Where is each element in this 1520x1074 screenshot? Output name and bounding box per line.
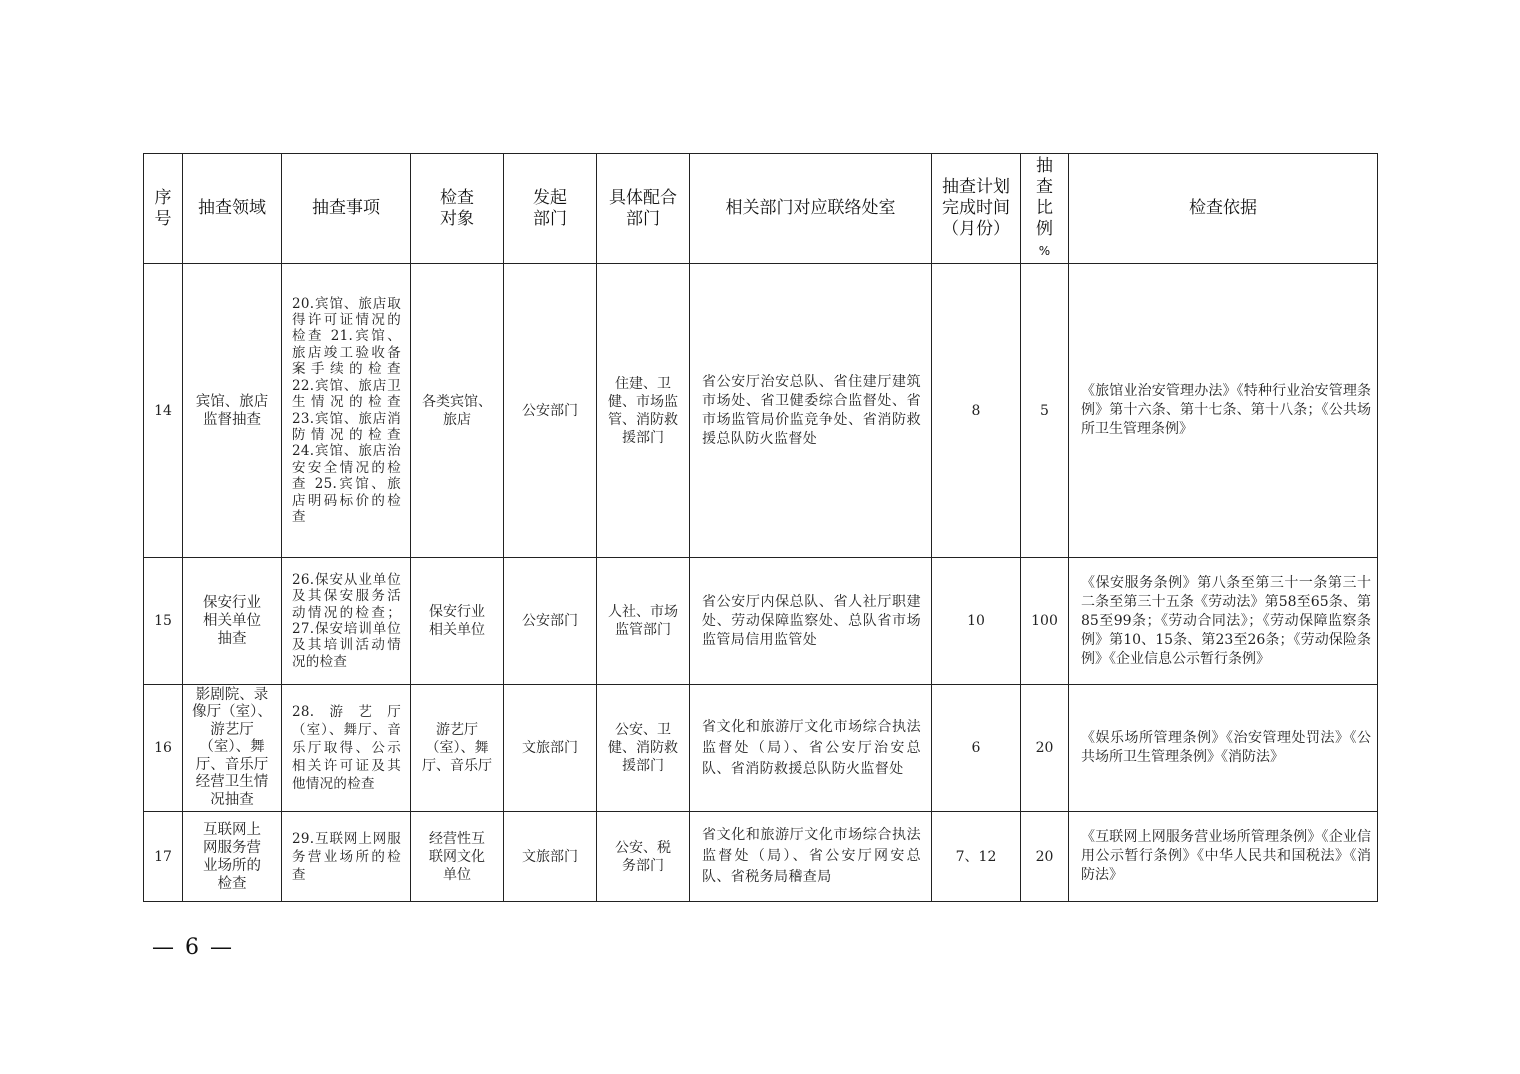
cell-seq: 17	[144, 812, 183, 902]
cell-ratio: 20	[1021, 812, 1069, 902]
cell-basis: 《娱乐场所管理条例》《治安管理处罚法》《公共场所卫生管理条例》《消防法》	[1069, 685, 1378, 812]
header-ratio	[1021, 154, 1069, 264]
cell-target: 游艺厅（室）、舞厅、音乐厅	[411, 685, 504, 812]
cell-area: 影剧院、录像厅（室）、游艺厅（室）、舞厅、音乐厅经营卫生情况抽查	[183, 685, 282, 812]
cell-liaison: 省文化和旅游厅文化市场综合执法监督处（局）、省公安厅网安总队、省税务局稽查局	[690, 812, 932, 902]
cell-target: 经营性互联网文化单位	[411, 812, 504, 902]
cell-items: 29.互联网上网服务营业场所的检查	[282, 812, 411, 902]
table-row	[144, 558, 1378, 685]
cell-initiator: 文旅部门	[504, 685, 597, 812]
cell-items: 28.游艺厅（室）、舞厅、音乐厅取得、公示相关许可证及其他情况的检查	[282, 685, 411, 812]
cell-ratio: 5	[1021, 264, 1069, 558]
table-row	[144, 812, 1378, 902]
cell-basis: 《旅馆业治安管理办法》《特种行业治安管理条例》第十六条、第十七条、第十八条；《公共场所卫生管理条例》	[1069, 264, 1378, 558]
header-initiator: 发起部门	[504, 154, 597, 264]
cell-ratio: 20	[1021, 685, 1069, 812]
cell-basis: 《保安服务条例》第八条至第三十一条第三十二条至第三十五条《劳动法》第58至65条、第85至99条；《劳动合同法》；《劳动保障监察条例》第10、15条、第23至26条；《劳动保险条例》《企业信息公示暂行条例》	[1069, 558, 1378, 685]
cell-seq: 16	[144, 685, 183, 812]
cell-month: 10	[932, 558, 1021, 685]
header-seq: 序号	[144, 154, 183, 264]
cell-liaison: 省公安厅内保总队、省人社厅职建处、劳动保障监察处、总队省市场监管局信用监管处	[690, 558, 932, 685]
header-ratio-unit: %	[1038, 243, 1051, 258]
table-row	[144, 685, 1378, 812]
header-liaison: 相关部门对应联络处室	[690, 154, 932, 264]
page-number: — 6 —	[152, 935, 234, 960]
cell-area: 宾馆、旅店监督抽查	[183, 264, 282, 558]
header-month: 抽查计划完成时间（月份）	[932, 154, 1021, 264]
inspection-table	[143, 153, 1378, 902]
table-row	[144, 264, 1378, 558]
header-target: 检查对象	[411, 154, 504, 264]
cell-target: 各类宾馆、旅店	[411, 264, 504, 558]
cell-month: 7、12	[932, 812, 1021, 902]
header-cooperating: 具体配合部门	[597, 154, 690, 264]
cell-seq: 15	[144, 558, 183, 685]
cell-items: 20.宾馆、旅店取得许可证情况的检查 21.宾馆、旅店竣工验收备案手续的检查 22.宾馆、旅店卫生情况的检查 23.宾馆、旅店消防情况的检查 24.宾馆、旅店治安安全情况的检查 25.宾馆、旅店明码标价的检查	[282, 264, 411, 558]
cell-seq: 14	[144, 264, 183, 558]
header-basis: 检查依据	[1069, 154, 1378, 264]
cell-ratio: 100	[1021, 558, 1069, 685]
cell-basis: 《互联网上网服务营业场所管理条例》《企业信用公示暂行条例》《中华人民共和国税法》《消防法》	[1069, 812, 1378, 902]
header-items: 抽查事项	[282, 154, 411, 264]
cell-month: 6	[932, 685, 1021, 812]
cell-initiator: 公安部门	[504, 558, 597, 685]
cell-area: 保安行业相关单位抽查	[183, 558, 282, 685]
cell-liaison: 省文化和旅游厅文化市场综合执法监督处（局）、省公安厅治安总队、省消防救援总队防火监督处	[690, 685, 932, 812]
cell-month: 8	[932, 264, 1021, 558]
cell-target: 保安行业相关单位	[411, 558, 504, 685]
cell-cooperating: 住建、卫健、市场监管、消防救援部门	[597, 264, 690, 558]
cell-cooperating: 人社、市场监管部门	[597, 558, 690, 685]
cell-items: 26.保安从业单位及其保安服务活动情况的检查； 27.保安培训单位及其培训活动情况的检查	[282, 558, 411, 685]
header-ratio-label: 抽查比例	[1036, 155, 1053, 239]
header-area: 抽查领域	[183, 154, 282, 264]
cell-cooperating: 公安、税务部门	[597, 812, 690, 902]
cell-initiator: 公安部门	[504, 264, 597, 558]
cell-cooperating: 公安、卫健、消防救援部门	[597, 685, 690, 812]
cell-liaison: 省公安厅治安总队、省住建厅建筑市场处、省卫健委综合监督处、省市场监管局价监竞争处、省消防救援总队防火监督处	[690, 264, 932, 558]
cell-initiator: 文旅部门	[504, 812, 597, 902]
table-header-row	[144, 154, 1378, 264]
cell-area: 互联网上网服务营业场所的检查	[183, 812, 282, 902]
